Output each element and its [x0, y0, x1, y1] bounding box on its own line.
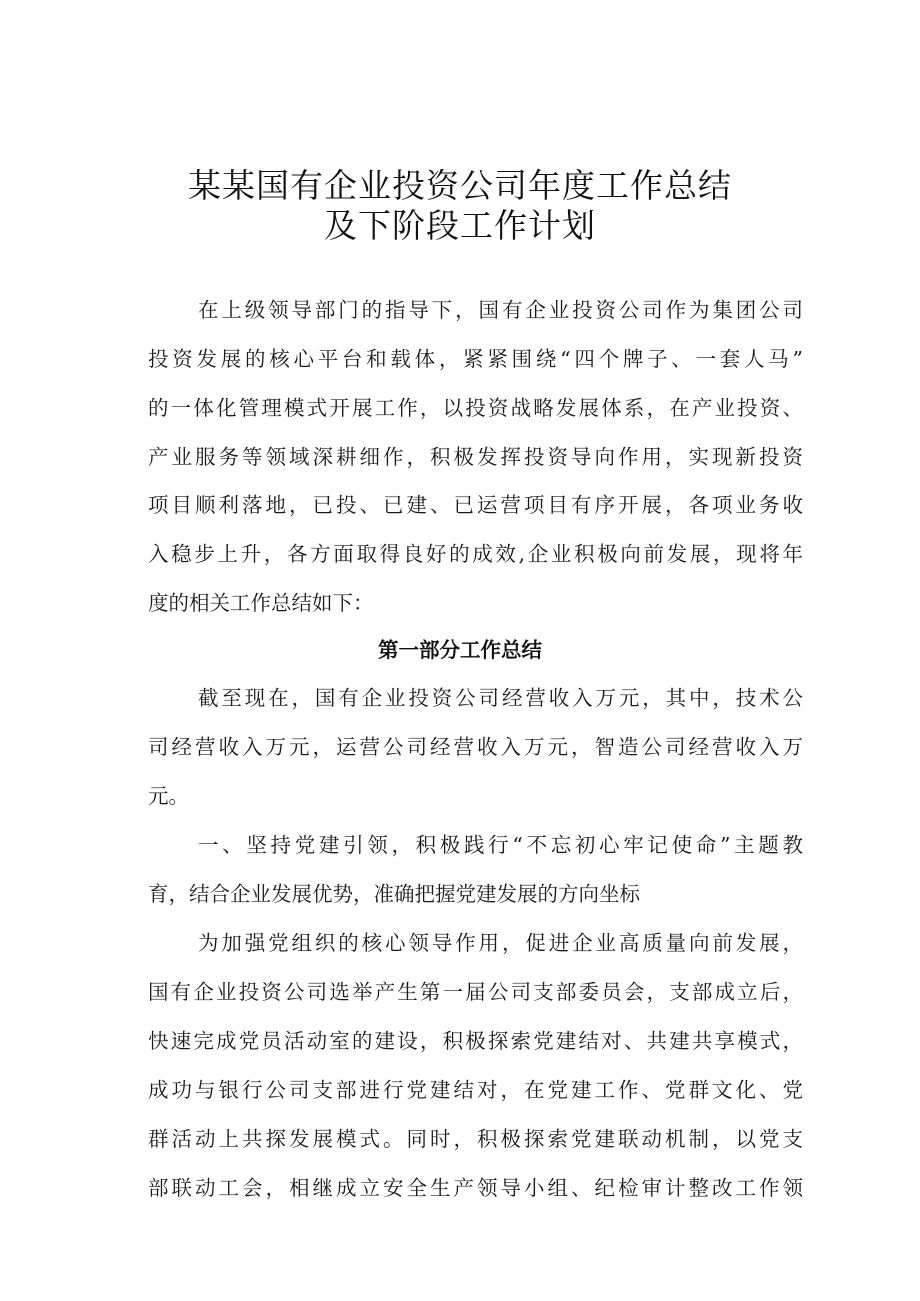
revenue-line: 截至现在，国有企业投资公司经营收入万元，其中，技术公 — [198, 686, 803, 710]
party-line: 成功与银行公司支部进行党建结对，在党建工作、党群文化、党 — [148, 1078, 803, 1102]
revenue-line: 元。 — [148, 784, 189, 808]
party-line: 群活动上共探发展模式。同时，积极探索党建联动机制，以党支 — [148, 1127, 803, 1151]
party-line: 国有企业投资公司选举产生第一届公司支部委员会，支部成立后， — [148, 980, 803, 1004]
subheading-line: 育，结合企业发展优势，准确把握党建发展的方向坐标 — [148, 882, 640, 906]
section-heading: 第一部分工作总结 — [378, 638, 542, 662]
intro-line: 在上级领导部门的指导下，国有企业投资公司作为集团公司 — [198, 298, 803, 322]
intro-line: 的一体化管理模式开展工作，以投资战略发展体系，在产业投资、 — [148, 396, 803, 420]
party-line: 部联动工会，相继成立安全生产领导小组、纪检审计整改工作领 — [148, 1176, 803, 1200]
intro-line: 入稳步上升，各方面取得良好的成效,企业积极向前发展，现将年 — [148, 542, 803, 566]
document-title-line-2: 及下阶段工作计划 — [324, 206, 596, 245]
intro-line: 产业服务等领域深耕细作，积极发挥投资导向作用，实现新投资 — [148, 445, 803, 469]
subheading-line: 一、坚持党建引领，积极践行“不忘初心牢记使命”主题教 — [198, 833, 803, 857]
intro-line: 项目顺利落地，已投、已建、已运营项目有序开展，各项业务收 — [148, 493, 803, 517]
document-title-line-1: 某某国有企业投资公司年度工作总结 — [188, 166, 732, 205]
revenue-line: 司经营收入万元，运营公司经营收入万元，智造公司经营收入万 — [148, 735, 803, 759]
intro-line: 度的相关工作总结如下： — [148, 591, 374, 615]
party-line: 为加强党组织的核心领导作用，促进企业高质量向前发展， — [198, 931, 803, 955]
intro-line: 投资发展的核心平台和载体，紧紧围绕“四个牌子、一套人马” — [148, 347, 803, 371]
party-line: 快速完成党员活动室的建设，积极探索党建结对、共建共享模式， — [148, 1029, 803, 1053]
